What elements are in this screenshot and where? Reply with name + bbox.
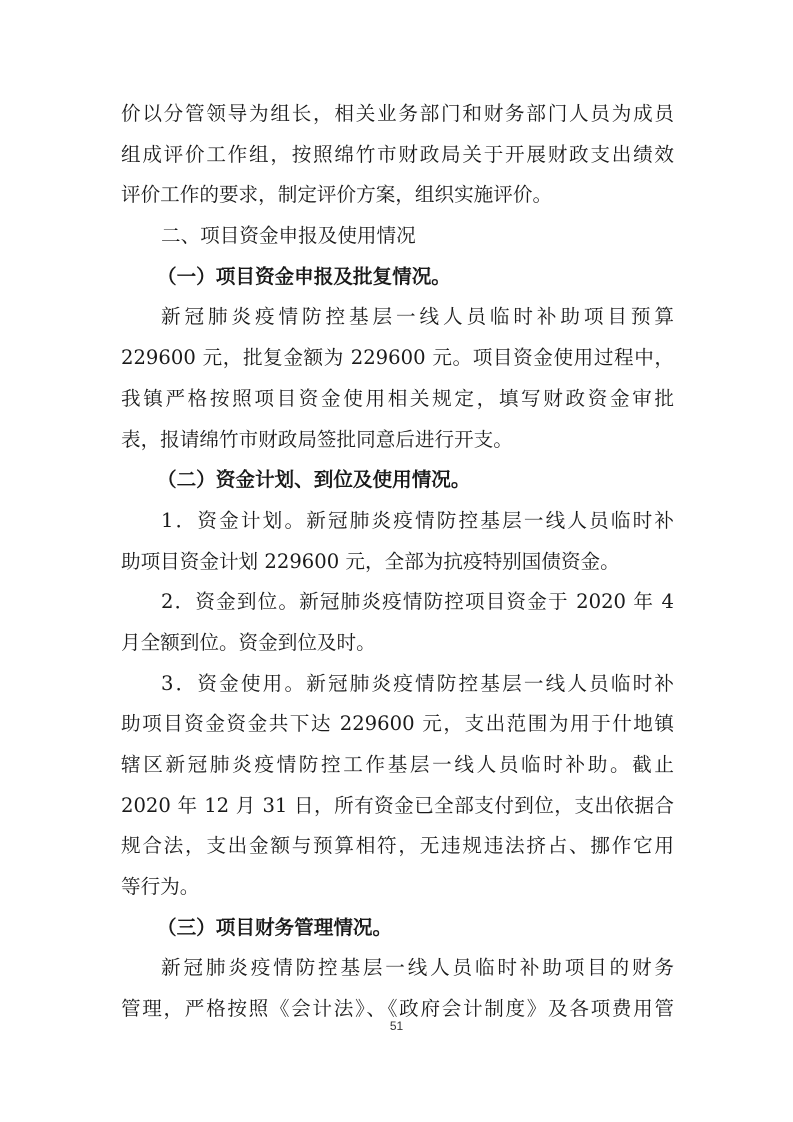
paragraph-line: 新冠肺炎疫情防控基层一线人员临时补助项目的财务: [161, 956, 674, 980]
list-item-line: 月全额到位。资金到位及时。: [121, 630, 376, 654]
list-item-line: 辖区新冠肺炎疫情防控工作基层一线人员临时补助。截止: [121, 753, 674, 776]
list-item-line: 助项目资金计划 229600 元，全部为抗疫特别国债资金。: [121, 549, 620, 573]
list-item-line: 等行为。: [121, 875, 200, 899]
subsection-title-2: （二）资金计划、到位及使用情况。: [157, 468, 471, 492]
intro-line: 组成评价工作组，按照绵竹市财政局关于开展财政支出绩效: [121, 142, 674, 166]
list-item-line: 2020 年 12 月 31 日，所有资金已全部支付到位，支出依据合: [121, 793, 674, 817]
subsection-title-1: （一）项目资金申报及批复情况。: [157, 264, 451, 288]
page-number: 51: [389, 1019, 404, 1033]
paragraph-line: 管理，严格按照《会计法》、《政府会计制度》及各项费用管: [121, 997, 674, 1021]
subsection-title-3: （三）项目财务管理情况。: [157, 915, 393, 939]
list-item-line: 规合法，支出金额与预算相符，无违规违法挤占、挪作它用: [121, 834, 674, 858]
document-body: [121, 94, 674, 1030]
list-item-line: 助项目资金资金共下达 229600 元，支出范围为用于什地镇: [121, 712, 674, 736]
list-item-line: 2．资金到位。新冠肺炎疫情防控项目资金于 2020 年 4: [161, 590, 674, 614]
paragraph-line: 229600 元，批复金额为 229600 元。项目资金使用过程中，: [121, 346, 674, 370]
paragraph-line: 新冠肺炎疫情防控基层一线人员临时补助项目预算: [161, 305, 674, 329]
list-item-line: 3．资金使用。新冠肺炎疫情防控基层一线人员临时补: [161, 671, 674, 695]
paragraph-line: 我镇严格按照项目资金使用相关规定，填写财政资金审批: [121, 386, 674, 410]
section-title: 二、项目资金申报及使用情况: [161, 224, 416, 248]
paragraph-line: 表，报请绵竹市财政局签批同意后进行开支。: [121, 427, 513, 451]
list-item-line: 1．资金计划。新冠肺炎疫情防控基层一线人员临时补: [161, 508, 674, 532]
intro-line: 价以分管领导为组长，相关业务部门和财务部门人员为成员: [121, 102, 674, 125]
intro-line: 评价工作的要求，制定评价方案，组织实施评价。: [121, 183, 553, 207]
